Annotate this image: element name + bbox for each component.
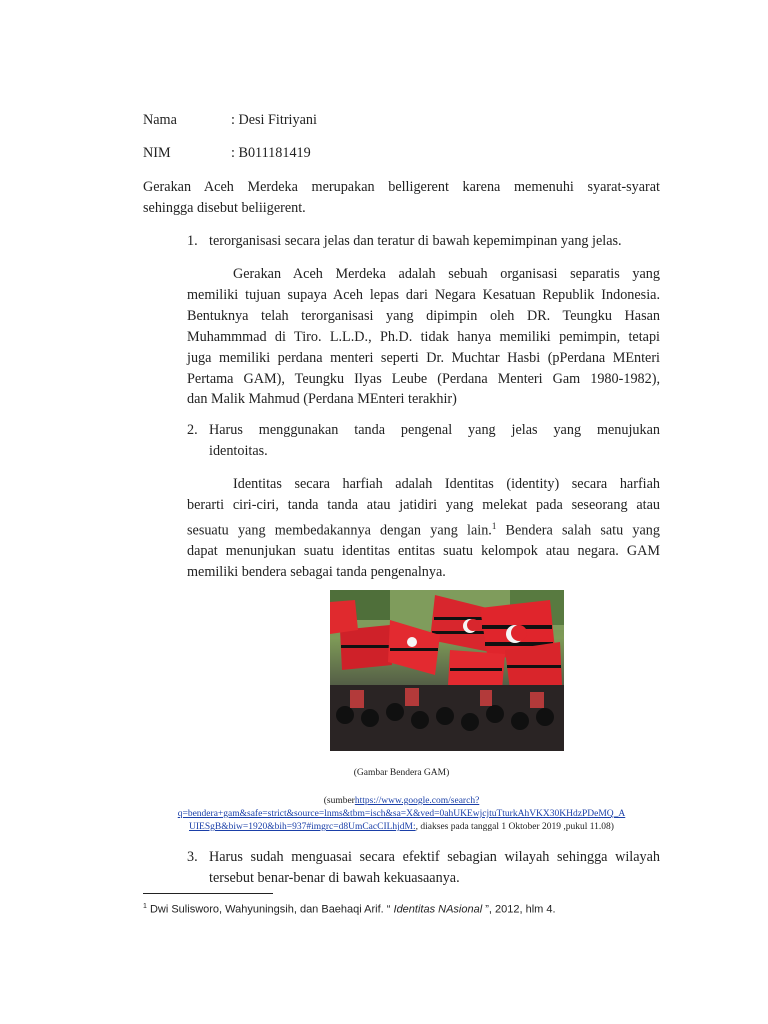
p1-line: juga memiliki perdana menteri seperti Dr. Muchtar Hasbi (pPerdana MEnteri (187, 349, 660, 366)
p2-line-5: memiliki bendera sebagai tanda pengenalnya. (187, 564, 446, 581)
intro-line-2: sehingga disebut beliigerent. (143, 199, 306, 216)
footnote-number: 1 (143, 903, 147, 910)
figure-caption: (Gambar Bendera GAM) (353, 768, 450, 778)
p1-line: memiliki tujuan supaya Aceh lepas dari Negara Kesatuan Republik Indonesia. (187, 286, 660, 303)
nim-label: NIM (143, 145, 171, 161)
figure-source-line-1 (143, 795, 660, 809)
nim-value: : B011181419 (231, 145, 311, 161)
name-value: : Desi Fitriyani (231, 112, 317, 128)
footnote (143, 900, 556, 917)
figure-source-line-2 (143, 808, 660, 822)
footnote-rest: ”, 2012, hlm 4. (485, 903, 556, 916)
item-2-number: 2. (187, 422, 198, 438)
p2-line-3-rest: Bendera salah satu yang (496, 522, 660, 539)
p1-line: Pertama GAM), Teungku Ilyas Leube (Perdana Menteri Gam 1980-1982), (187, 370, 660, 387)
item-3-number: 3. (187, 849, 198, 865)
footnote-authors: Dwi Sulisworo, Wahyuningsih, dan Baehaqi Arif. “ (146, 903, 391, 916)
p1-line: Muhammmad di Tiro. L.L.D., Ph.D. tidak hanya memiliki pemimpin, tetapi (187, 328, 660, 345)
footnote-ref: 1 (491, 520, 497, 531)
p1-line: Bentuknya telah terorganisasi yang dipimpin oleh DR. Teungku Hasan (187, 307, 660, 324)
item-3-line-1: Harus sudah menguasai secara efektif sebagian wilayah sehingga wilayah (209, 849, 660, 865)
p1-line: dan Malik Mahmud (Perdana MEnteri terakhir) (187, 391, 457, 408)
item-1-text: terorganisasi secara jelas dan teratur di bawah kepemimpinan yang jelas. (209, 233, 622, 249)
flag-crowd-illustration (330, 590, 564, 751)
source-prefix: (sumber (323, 796, 355, 806)
item-1-number: 1. (187, 233, 198, 249)
gam-flag-photo (330, 590, 564, 751)
name-label: Nama (143, 112, 177, 128)
paragraph-1 (187, 264, 660, 410)
figure-source-line-3 (143, 821, 660, 835)
item-2-line-1: Harus menggunakan tanda pengenal yang jelas yang menujukan (209, 422, 660, 438)
item-3-text (209, 847, 660, 889)
p2-line-3-text: sesuatu yang membedakannya dengan yang lain. (187, 522, 492, 539)
intro-paragraph (143, 177, 660, 219)
footnote-separator (143, 893, 273, 894)
p2-line-3 (187, 516, 660, 542)
item-3-line-2: tersebut benar-benar di bawah kekuasaanya. (209, 869, 460, 886)
source-link-end[interactable]: UIESgB&biw=1920&bih=937#imgrc=d8UmCacCILhjdM: (189, 822, 416, 832)
source-link-continued[interactable]: q=bendera+gam&safe=strict&source=lnms&tbm=isch&sa=X&ved=0ahUKEwjcjtuTturkAhVKX30KHdzPDeMQ_A (177, 809, 626, 819)
intro-line-1: Gerakan Aceh Merdeka merupakan belligerent karena memenuhi syarat-syarat (143, 179, 660, 195)
source-suffix: , diakses pada tanggal 1 Oktober 2019 ,pukul 11.08) (415, 822, 614, 832)
p2-line-4: dapat menunjukan suatu identitas entitas suatu kelompok atau negara. GAM (187, 543, 660, 560)
item-2-text (209, 420, 660, 462)
footnote-title: Identitas NAsional (390, 903, 486, 916)
p1-line: Gerakan Aceh Merdeka adalah sebuah organisasi separatis yang (233, 266, 660, 282)
p2-line-2: berarti ciri-ciri, tanda tanda atau jatidiri yang melekat pada seseorang atau (187, 496, 660, 513)
item-2-line-2: identoitas. (209, 442, 268, 459)
source-link[interactable]: https://www.google.com/search? (354, 796, 480, 806)
p2-line-1: Identitas secara harfiah adalah Identitas (identity) secara harfiah (233, 476, 660, 492)
paragraph-2 (187, 474, 660, 583)
